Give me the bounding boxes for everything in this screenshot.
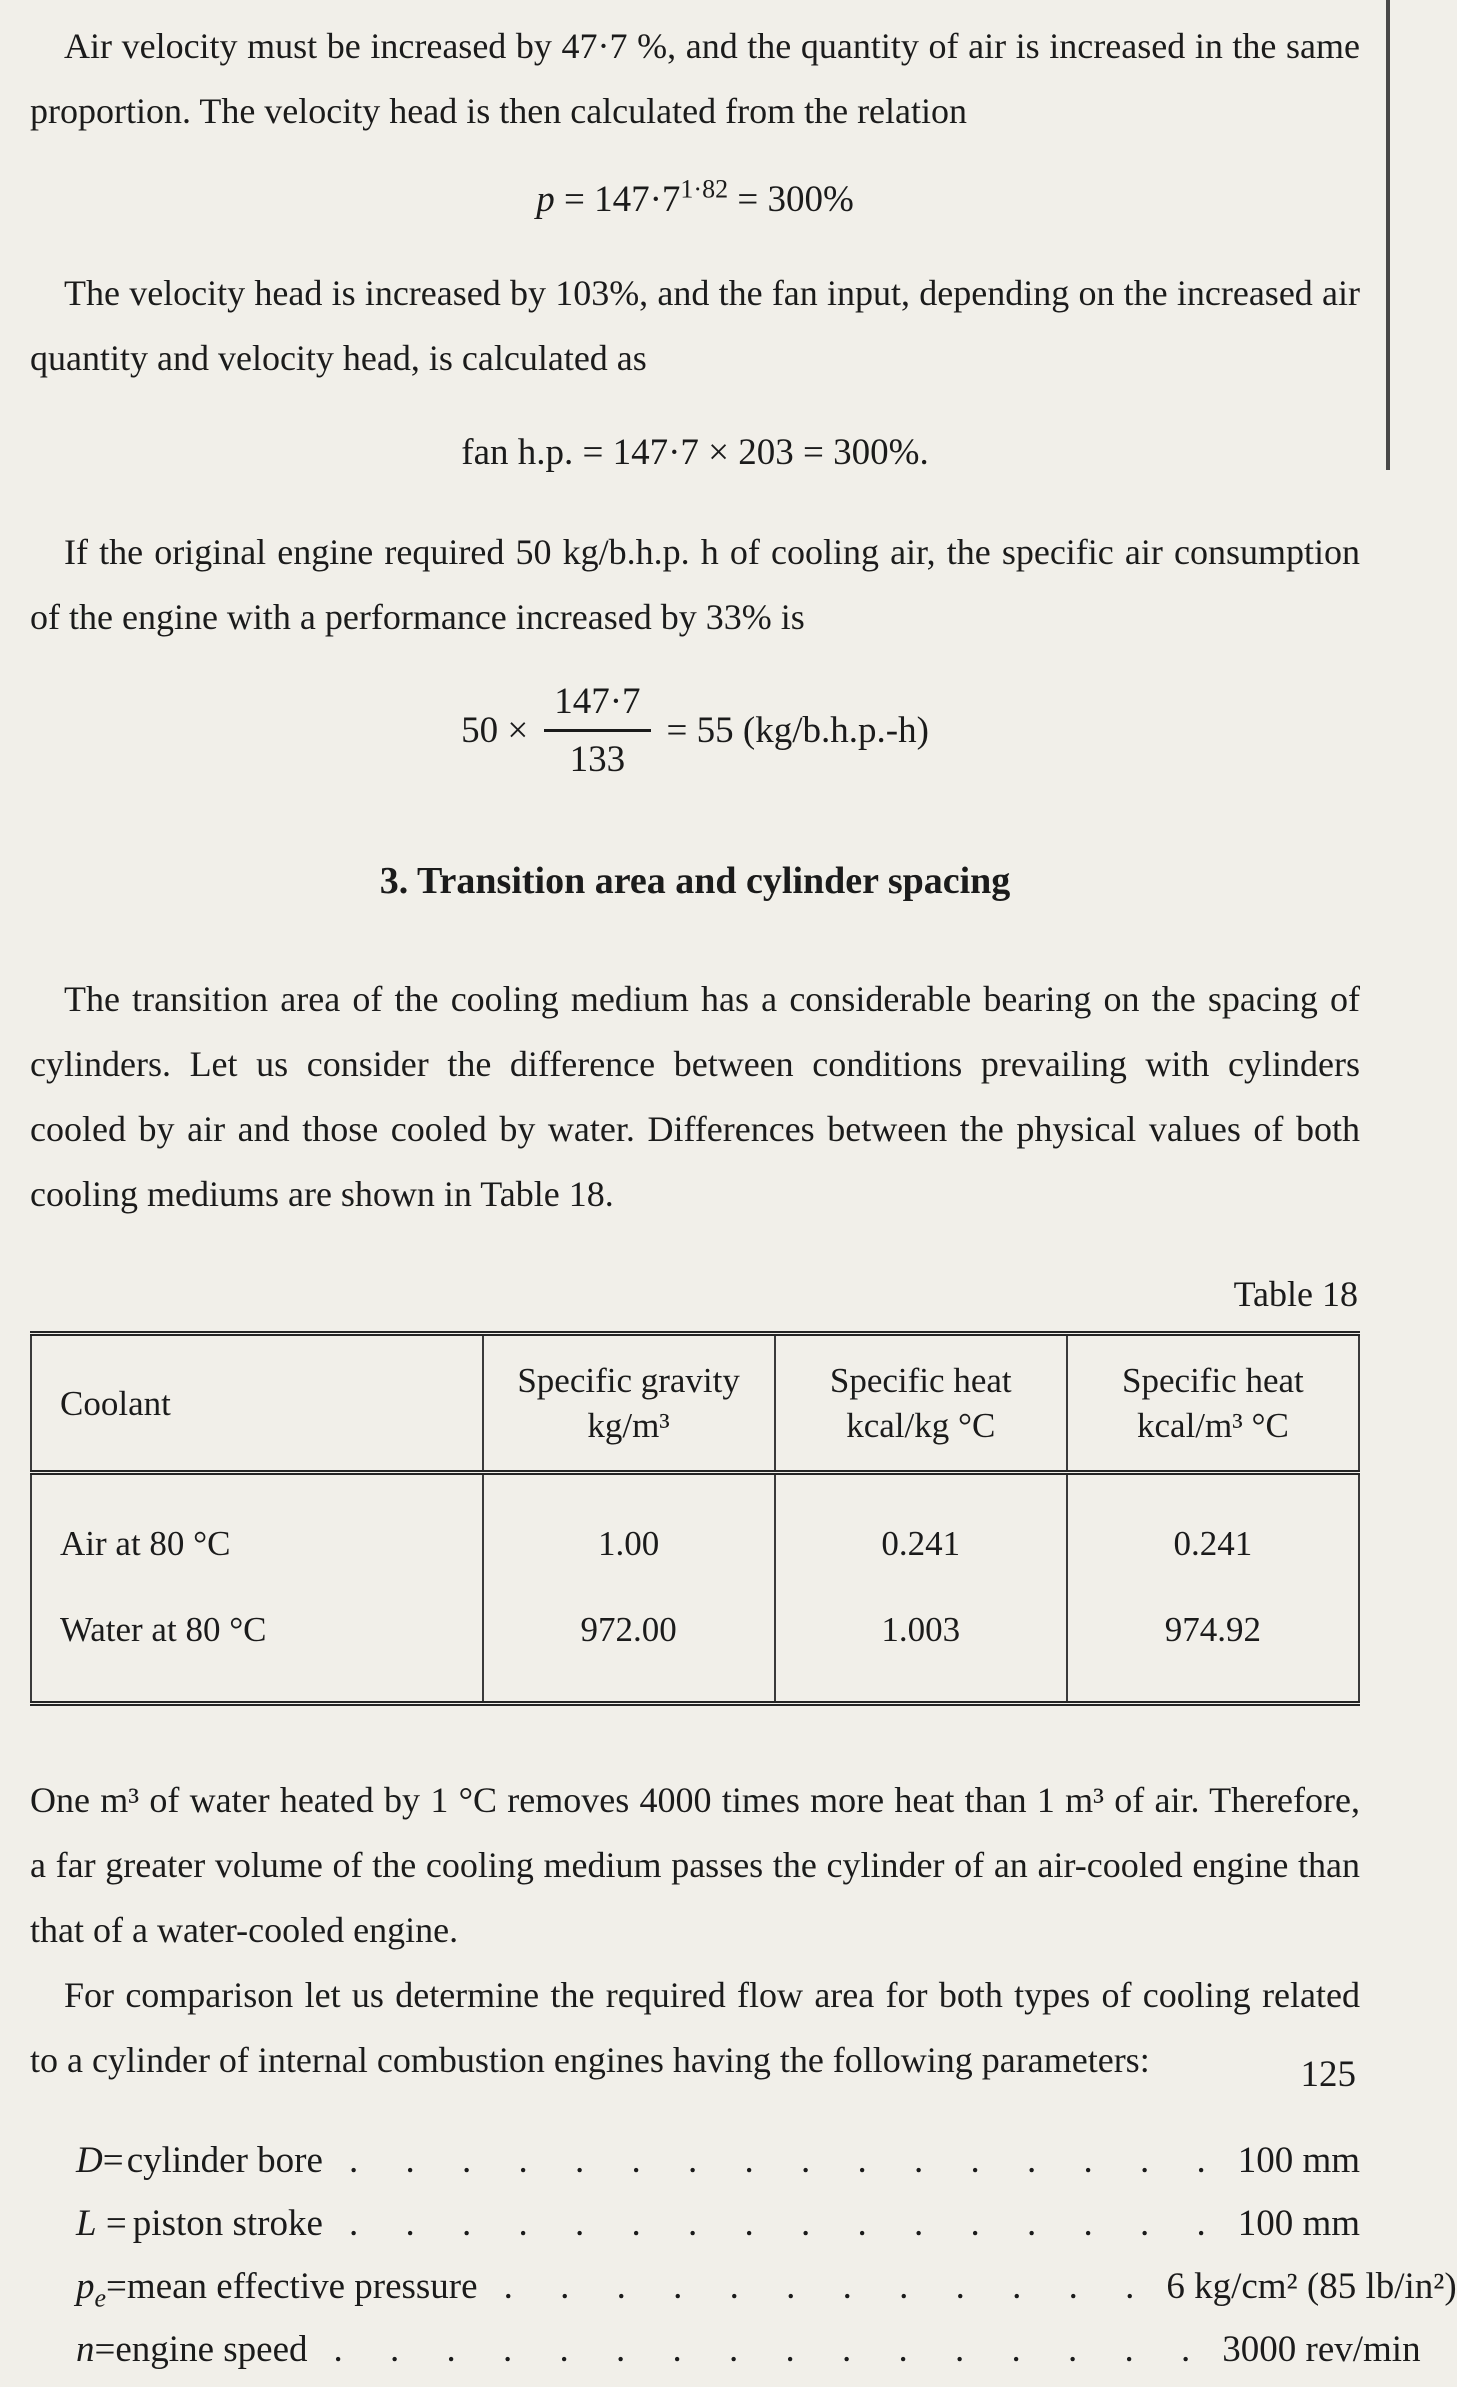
header-line: Specific heat (829, 1361, 1012, 1400)
table-row-water (31, 1587, 1359, 1704)
equation-fan-hp: fan h.p. = 147·7 × 203 = 300%. (461, 432, 929, 473)
cell-specific-gravity: 1.00 (483, 1473, 775, 1588)
table-header-specific-heat-kg (775, 1334, 1067, 1473)
paragraph-velocity-head-increase: The velocity head is increased by 103%, and the fan input, depending on the increased air quantity and velocity head, is calculated as (30, 273, 1360, 378)
paragraph-engine-cooling-air: If the original engine required 50 kg/b.h.p. h of cooling air, the specific air consumption of the engine with a performance increased by 33% is (30, 532, 1360, 637)
parameter-row-cylinder-bore (76, 2135, 1360, 2198)
parameter-value: 6 kg/cm² (85 lb/in²) (1166, 2266, 1457, 2307)
table-header-specific-heat-m3 (1067, 1334, 1359, 1473)
header-unit: kg/m³ (587, 1406, 670, 1445)
page-number: 125 (1300, 2054, 1356, 2095)
paragraph-comparison-flow-area: For comparison let us determine the required flow area for both types of cooling related to a cylinder of internal combustion engines having the following parameters: (30, 1975, 1360, 2080)
header-line: Coolant (60, 1383, 171, 1423)
cell-coolant: Air at 80 °C (60, 1524, 231, 1563)
parameter-label: mean effective pressure (126, 2266, 478, 2307)
cell-coolant: Water at 80 °C (60, 1610, 267, 1649)
parameter-label: piston stroke (132, 2203, 323, 2244)
equals-sign: = (102, 2140, 124, 2181)
symbol-text: n (76, 2329, 95, 2370)
symbol-text: p (76, 2266, 95, 2307)
fraction-result: = 55 (kg/b.h.p.-h) (666, 710, 929, 751)
table-header-specific-gravity (483, 1334, 775, 1473)
dot-leader: . . . . . . . . . . . . (503, 2266, 1139, 2307)
dot-leader: . . . . . . . . . . . . . . . . (348, 2140, 1210, 2181)
equation-exponent: 1·82 (680, 174, 729, 204)
header-unit: kcal/m³ °C (1137, 1406, 1289, 1445)
table-caption: Table 18 (1233, 1274, 1358, 1314)
section-heading: 3. Transition area and cylinder spacing (379, 860, 1011, 902)
parameter-symbol (76, 2139, 103, 2187)
fraction-numerator: 147·7 (544, 680, 650, 732)
cell-specific-heat-kg: 1.003 (775, 1587, 1067, 1704)
parameter-row-mean-effective-pressure (76, 2261, 1457, 2324)
parameter-value: 100 mm (1237, 2140, 1360, 2181)
table-18-coolant-properties (30, 1331, 1360, 1706)
parameter-symbol (76, 2265, 106, 2313)
equation-base: = 147·7 (554, 179, 681, 220)
fraction-denominator: 133 (569, 739, 626, 780)
parameter-symbol (76, 2328, 95, 2376)
header-line: Specific heat (1122, 1361, 1304, 1400)
header-unit: kcal/kg °C (846, 1406, 996, 1445)
parameter-list (76, 2135, 1457, 2387)
dot-leader: . . . . . . . . . . . . . . . . (348, 2203, 1210, 2244)
parameter-row-piston-stroke (76, 2198, 1360, 2261)
parameter-label: engine speed (115, 2329, 308, 2370)
equals-sign: = (94, 2329, 116, 2370)
header-line: Specific gravity (517, 1361, 740, 1400)
equation-specific-air-consumption (30, 680, 1360, 781)
symbol-subscript: e (94, 2283, 107, 2313)
paragraph-air-velocity: Air velocity must be increased by 47·7 %, and the quantity of air is increased in the same proportion. The velocity head is then calculated from the relation (30, 26, 1360, 131)
table-row-air (31, 1473, 1359, 1588)
equation-variable-p: p (536, 179, 555, 220)
parameter-value: 100 mm (1237, 2203, 1360, 2244)
cell-specific-heat-m3: 974.92 (1067, 1587, 1359, 1704)
parameter-label: cylinder bore (126, 2140, 323, 2181)
paragraph-transition-area: The transition area of the cooling medium has a considerable bearing on the spacing of cylinders. Let us consider the difference between conditions prevailing with cylinders cooled by air and those cooled by water. Differences between the physical values of both cooling mediums are shown in Table 18. (30, 979, 1360, 1214)
paragraph-water-heat-capacity: One m³ of water heated by 1 °C removes 4000 times more heat than 1 m³ of air. Therefore, a far greater volume of the cooling medium passes the cylinder of an air-cooled engine than that of a water-cooled engine. (30, 1780, 1360, 1950)
fraction (544, 680, 650, 781)
symbol-text: L (76, 2203, 97, 2244)
parameter-row-engine-speed (76, 2324, 1421, 2387)
table-header-row (31, 1334, 1359, 1473)
equals-sign: = (106, 2266, 127, 2307)
cell-specific-gravity: 972.00 (483, 1587, 775, 1704)
dot-leader: . . . . . . . . . . . . . . . . (333, 2329, 1195, 2370)
equation-result: = 300% (728, 179, 854, 220)
fraction-factor: 50 × (461, 710, 529, 751)
parameter-value: 3000 rev/min (1222, 2329, 1421, 2370)
cell-specific-heat-kg: 0.241 (775, 1473, 1067, 1588)
table-header-coolant (31, 1334, 483, 1473)
cell-specific-heat-m3: 0.241 (1067, 1473, 1359, 1588)
scan-edge-artifact (1386, 0, 1390, 470)
symbol-text: D (76, 2140, 103, 2181)
equation-velocity-head-relation (30, 174, 1360, 221)
equals-sign: = (105, 2203, 127, 2244)
parameter-symbol (76, 2202, 106, 2250)
